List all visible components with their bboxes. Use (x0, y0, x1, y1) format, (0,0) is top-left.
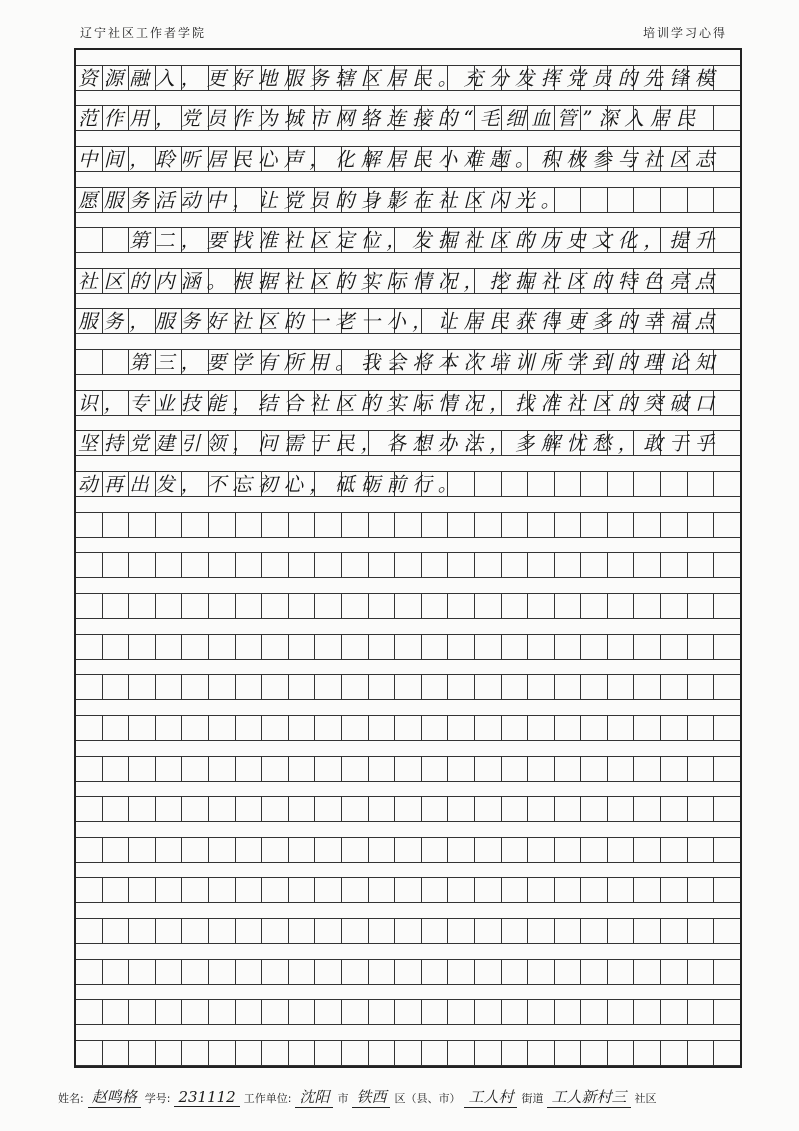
handwritten-line: 中间，聆听居民心声，化解居民小难题。积极参与社区志 (78, 147, 721, 171)
name-value: 赵鸣格 (88, 1086, 141, 1108)
community-value: 工人新村三 (547, 1086, 630, 1108)
city-label: 市 (337, 1092, 349, 1105)
street-label: 街道 (521, 1092, 544, 1105)
handwritten-line: 第三，要学有所用。我会将本次培训所学到的理论知 (78, 351, 721, 375)
handwritten-line: 第二，要找准社区定位，发掘社区的历史文化，提升 (78, 229, 721, 253)
grid-row (76, 999, 740, 1025)
city-value: 沈阳 (295, 1086, 333, 1108)
grid-row (76, 959, 740, 985)
grid-row (76, 837, 740, 863)
grid-row (76, 877, 740, 903)
community-label: 社区 (634, 1092, 657, 1105)
grid-row (76, 512, 740, 538)
footer-info (58, 1086, 778, 1108)
unit-label: 工作单位: (243, 1092, 292, 1105)
handwritten-line: 服务，服务好社区的一老一小，让居民获得更多的幸福点 (78, 310, 721, 334)
handwritten-line: 社区的内涵。根据社区的实际情况，挖掘社区的特色亮点 (78, 269, 721, 293)
grid-row (76, 796, 740, 822)
grid-row (76, 756, 740, 782)
handwritten-line: 坚持党建引领，问需于民，各想办法，多解忧愁，敢于乎 (78, 432, 721, 456)
id-value: 231112 (174, 1088, 239, 1107)
district-label: 区（县、市） (394, 1092, 461, 1105)
grid-row (76, 552, 740, 578)
writing-grid (74, 48, 742, 1068)
grid-row (76, 715, 740, 741)
document-title: 培训学习心得 (642, 26, 727, 40)
grid-row (76, 918, 740, 944)
grid-row (76, 634, 740, 660)
handwritten-line: 资源融入，更好地服务辖区居民。充分发挥党员的先锋模 (78, 66, 721, 90)
id-label: 学号: (144, 1092, 171, 1105)
institution-title: 辽宁社区工作者学院 (80, 26, 207, 40)
handwritten-line: 动再出发，不忘初心，砥砺前行。 (78, 473, 464, 497)
handwritten-line: 识，专业技能，结合社区的实际情况，找准社区的突破口 (78, 391, 721, 415)
street-value: 工人村 (464, 1086, 517, 1108)
handwritten-line: 愿服务活动中，让党员的身影在社区闪光。 (78, 188, 567, 212)
name-label: 姓名: (58, 1092, 84, 1105)
handwritten-line: 范作用，党员作为城市网络连接的“毛细血管”深入居民 (78, 107, 702, 131)
grid-row (76, 593, 740, 619)
grid-row (76, 674, 740, 700)
district-value: 铁西 (352, 1086, 390, 1108)
grid-row (76, 1040, 740, 1066)
